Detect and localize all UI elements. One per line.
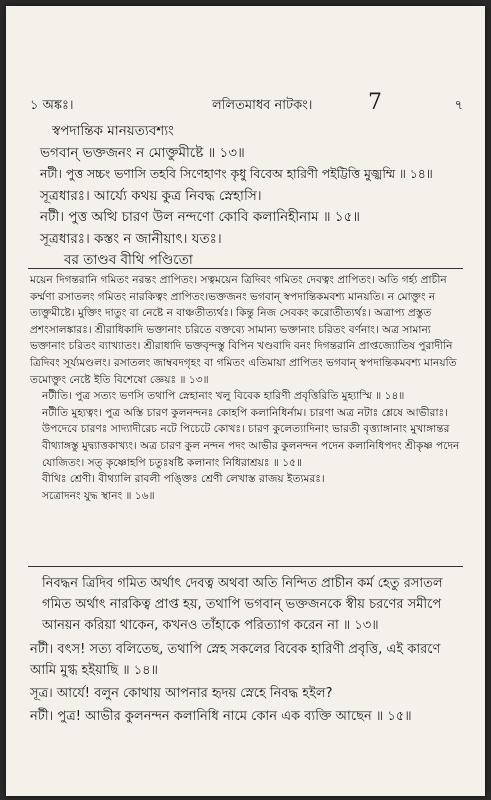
divider-rule (28, 268, 463, 269)
commentary-paragraph: নটীতি। পুত্র সত্যং ভণসি তথাপি স্নেহানাং খলু বিবেক হারিণী প্রবৃত্তিরিতি মুহ্যাস্মি ॥ ১৪॥ (42, 390, 405, 403)
commentary-paragraph: সত্রোদনং যুদ্ধ স্থানং ॥ ১৬॥ (42, 489, 155, 502)
commentary-paragraph: বীথিঃ শ্রেণী। বীথ্যালি রাবলী পঙ্ক্তিঃ শ্রেণী লেখাস্ত রাজয় ইত্যমরঃ। (42, 473, 325, 486)
commentary-paragraph: নটীতি মুহ্যত্বং। পুত্র অস্তি চারণ কুলনন্দনঃ কোহপি কলানিধির্নাম। চারণা অত্র নটাঃ শ্লেষে আভীরাঃ। উপদেবে চারণঃ সাদ্যাদীরেচ নটে পিচেটে কোখঃ। চারণ কুলেত্যাদিনাং ভারতী বৃত্ত্যাঙ্গানাং মুখাঙ্গান্তর বীথ্যাঙ্গস্তু মুদ্ব্যাত্তকাখ্যং। অত্র চারণ কুল নন্দন পদং আভীর কুলনন্দন পদেন কলানিধিপদং শ্রীকৃষ্ণ পদেন যোজিতং। সত্ কৃষ্ণোহপি চতুঃষষ্টি কলানাং নিধিরাশ্রয়ঃ ॥ ১৫॥ (42, 406, 460, 469)
sanskrit-commentary (30, 272, 461, 504)
book-page (6, 6, 485, 796)
verse-text (40, 121, 471, 272)
verse-line: ভগবান্ ভক্তজনং ন মোক্তুমীষ্টে ॥ ১৩॥ (40, 144, 245, 161)
translation-paragraph: নটী। পুত্র! আভীর কুলনন্দন কলানিধি নামে কোন এক ব্যক্তি আছেন ॥ ১৫॥ (30, 709, 412, 725)
commentary-paragraph: ময়েন দিগন্তরানি গমিতং নরন্তং প্রাপিতং। সত্বময়েন ত্রিদিবং গমিতং দেবত্বং প্রাপিতং। অতি গর্হ্য প্রাচীন কর্ম্মণা রসাতলং গমিতং নারকিত্বং প্রাপিতং।ভক্তজনং ভগবান্ স্বপদান্তিকমবশ্য মানয়তি। ন মোক্তুং ন ত্যক্তুমীষ্টে। মুক্তিং দাতুং বা নেষ্টে ন বাঞ্চতীত্যর্থঃ। কিন্তু নিজ সেবকং করোতীত্যর্থঃ। অত্রাপ্য প্রস্তুত প্রশংসালঙ্কারঃ। শ্রীরাধিকাদি ভক্তানাং চরিতে বক্তব্যে সামান্য ভক্তানাং চরিতং বর্ণনাং। অত্র সামান্য ভক্তানাং চরিতং ব্যাখ্যাতং। শ্রীরাধাদি ভক্তবৃন্দস্তু বিপিন খণ্ডবাদি বনং দিগন্তরানি প্রাপ্তজ্যোতিষ পুরাদীনি ত্রিদিবং সূর্য্যমণ্ডলং। রসাতলং জাম্ববদগৃহং বা গমিতং এতিমায়া প্রাপিতং ভগবান্ স্বপদান্তিকমবশ্য মানয়তি তমোক্তুং নেষ্টে ইতি বিশেষো জ্ঞেয়ঃ ॥ ১৩॥ (30, 274, 457, 386)
act-number: ১ অঙ্কঃ। (30, 98, 74, 113)
verse-line: সূত্রধারঃ। আর্য্যে কথয় কুত্র নিবদ্ধ স্নেহাসি। (40, 187, 262, 204)
divider-rule (28, 566, 463, 567)
handwritten-page-number: 7 (368, 90, 382, 115)
translation-paragraph: নিবদ্ধন ত্রিদিব গমিত অর্থাৎ দেবত্ব অথবা অতি নিন্দিত প্রাচীন কর্ম হেতু রসাতল গমিত অর্থাৎ নারকিত্ব প্রাপ্ত হয়, তথাপি ভগবান্ ভক্তজনকে স্বীয় চরণের সমীপে আনয়ন করিয়া থাকেন, কখনও তাঁহাকে পরিত্যাগ করেন না ॥ ১৩॥ (42, 576, 443, 634)
verse-line: বর তাণ্ডব বীথি পণ্ডিতো (64, 252, 193, 268)
verse-line: স্বপদান্তিক মানয়ত্যবশ্যং (52, 123, 174, 139)
translation-paragraph: সূত্র। আর্যে! বলুন কোথায় আপনার হৃদয় স্নেহে নিবদ্ধ হইল? (30, 686, 333, 702)
verse-line: নটী। পুত্ত অত্থি চারণ উল নন্দণো কোবি কলানিহীনাম ॥ ১৫॥ (40, 209, 360, 225)
running-title: ললিতমাধব নাটকং। (212, 98, 313, 113)
verse-line: সূত্রধারঃ। কস্তং ন জানীয়াৎ। যতঃ। (40, 230, 222, 247)
bengali-translation (30, 573, 459, 729)
printed-page-number: ৭ (454, 98, 463, 113)
verse-line: নটী। পুত্ত সচ্চং ভণাসি তহবি সিণেহাণং কৃধু বিবেঅ হারিণী পইট্টিত্তি মুজ্ঝম্মি ॥ ১৪॥ (40, 167, 433, 181)
translation-paragraph: নটী। বৎস! সত্য বলিতেছ, তথাপি স্নেহ সকলের বিবেক হারিণী প্রবৃত্তি, এই কারণে আমি মুগ্ধ হইয়াছি ॥ ১৪॥ (30, 641, 441, 678)
page-header (30, 90, 463, 118)
